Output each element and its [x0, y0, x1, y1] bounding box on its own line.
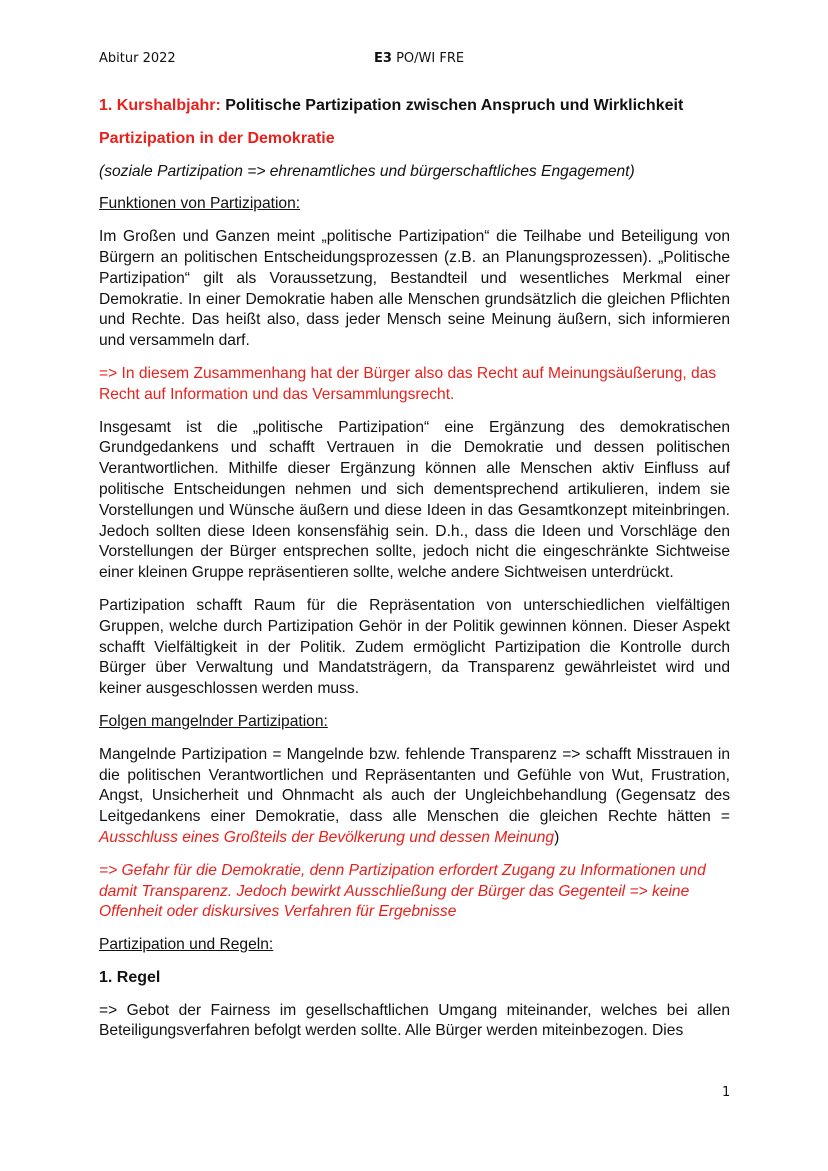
page-number: 1	[722, 1085, 731, 1100]
document-body	[99, 96, 730, 1042]
paragraph-5	[99, 745, 730, 849]
page-title	[99, 96, 730, 117]
paragraph-5-main: Mangelnde Partizipation = Mangelnde bzw. fehlende Transparenz => schafft Misstrauen in die politischen Verantwortlichen und Repräsentanten und Gefühle von Wut, Frustration, Angst, Unsicherheit und Ohnmacht als auch der Ungleichbehandlung (Gegensatz des Leitgedankens einer Demokratie, dass alle Menschen die gleichen Rechte hätten =	[99, 745, 730, 826]
title-rest: Politische Partizipation zwischen Anspruch und Wirklichkeit	[220, 97, 684, 114]
header-center-bold: E3	[374, 51, 392, 66]
paragraph-1: Im Großen und Ganzen meint „politische Partizipation“ die Teilhabe und Beteiligung von Bürgern an politischen Entscheidungsprozessen (z.B. an Planungsprozessen). „Politische Partizipation“ gilt als Voraussetzung, Bestandteil und wesentliches Merkmal einer Demokratie. In einer Demokratie haben alle Menschen grundsätzlich die gleichen Pflichten und Rechte. Das heißt also, dass jeder Mensch seine Meinung äußern, sich informieren und versammeln darf.	[99, 228, 730, 350]
subtitle: (soziale Partizipation => ehrenamtliches und bürgerschaftliches Engagement)	[99, 162, 635, 180]
paragraph-4: Partizipation schafft Raum für die Repräsentation von unterschiedlichen vielfältigen Gruppen, welche durch Partizipation Gehör in der Politik gewinnen können. Dieser Aspekt schafft Vielfältigkeit in der Politik. Zudem ermöglicht Partizipation die Kontrolle durch Bürger über Verwaltung und Mandatsträgern, da Transparenz gewährleistet wird und keiner ausgeschlossen werden muss.	[99, 596, 730, 698]
paragraph-3: Insgesamt ist die „politische Partizipation“ eine Ergänzung des demokratischen Grundgedankens und schafft Vertrauen in die Demokratie und dessen politischen Verantwortlichen. Mithilfe dieser Ergänzung können alle Menschen aktiv Einfluss auf politische Entscheidungen nehmen und sich dementsprechend artikulieren, indem sie Vorstellungen und Wünsche äußern und diese Ideen in das Gesamtkonzept miteinbringen. Jedoch sollten diese Ideen konsensfähig sein. D.h., dass die Ideen und Vorschläge den Vorstellungen der Bürger entsprechen sollte, jedoch nicht die eingeschränkte Sichtweise einer kleinen Gruppe repräsentieren sollte, welche andere Sichtweisen unterdrückt.	[99, 418, 730, 582]
paragraph-5-highlight: Ausschluss eines Großteils der Bevölkerung und dessen Meinung	[99, 828, 555, 846]
section-title: Partizipation in der Demokratie	[99, 129, 335, 147]
header-center	[374, 51, 464, 66]
heading-funktionen: Funktionen von Partizipation:	[99, 195, 301, 213]
regel-heading: 1. Regel	[99, 968, 161, 986]
paragraph-5-end: )	[554, 828, 560, 846]
paragraph-6-highlight: => Gefahr für die Demokratie, denn Partizipation erfordert Zugang zu Informationen und damit Transparenz. Jedoch bewirkt Ausschließung der Bürger das Gegenteil => keine Offenheit oder diskursives Verfahren für Ergebnisse	[99, 861, 706, 921]
header-center-rest: PO/WI FRE	[391, 51, 465, 66]
heading-folgen: Folgen mangelnder Partizipation:	[99, 712, 328, 730]
paragraph-2-highlight: => In diesem Zusammenhang hat der Bürger also das Recht auf Meinungsäußerung, das Recht auf Information und das Versammlungsrecht.	[99, 364, 717, 403]
heading-regeln: Partizipation und Regeln:	[99, 936, 274, 954]
header-left: Abitur 2022	[99, 51, 176, 66]
title-prefix: 1. Kurshalbjahr:	[99, 97, 221, 114]
paragraph-7: => Gebot der Fairness im gesellschaftlichen Umgang miteinander, welches bei allen Beteiligungsverfahren befolgt werden sollte. Alle Bürger werden miteinbezogen. Dies	[99, 1001, 730, 1040]
